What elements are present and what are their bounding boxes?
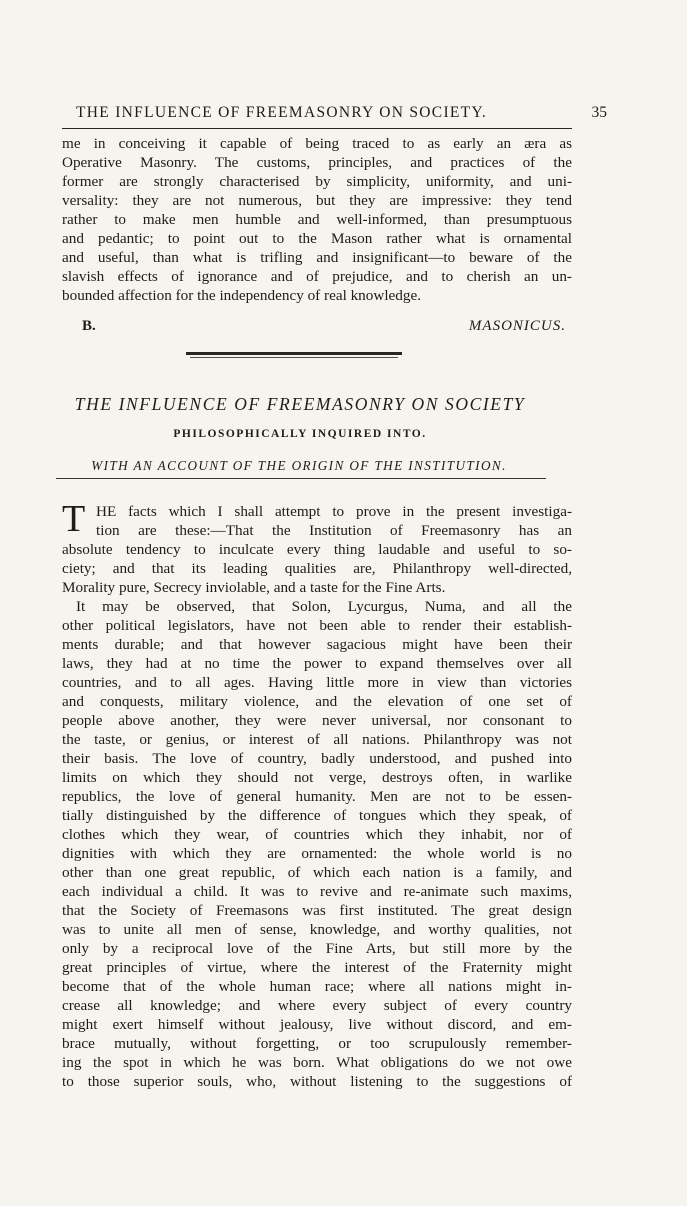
- signature: MASONICUS.: [468, 318, 566, 334]
- article-paragraph-2: [62, 597, 572, 1091]
- text-line: rather to make men humble and well-informed, than presumptuous: [62, 211, 572, 228]
- text-line: become that of the whole human race; where all nations might in-: [62, 978, 572, 995]
- text-line: ments durable; and that however sagacious might have been their: [62, 636, 572, 653]
- text-line: great principles of virtue, where the interest of the Fraternity might: [62, 959, 572, 976]
- running-title: THE INFLUENCE OF FREEMASONRY ON SOCIETY.: [76, 104, 488, 121]
- subtitle-rule: [56, 478, 546, 479]
- text-line: bounded affection for the independency of real knowledge.: [62, 287, 422, 304]
- text-line: each individual a child. It was to revive and re-animate such maxims,: [62, 883, 572, 900]
- text-line: countries, and to all ages. Having little more in view than victories: [62, 674, 572, 691]
- article-title: THE INFLUENCE OF FREEMASONRY ON SOCIETY: [74, 394, 526, 414]
- text-line: only by a reciprocal love of the Fine Arts, but still more by the: [62, 940, 572, 957]
- text-line: Operative Masonry. The customs, principles, and practices of the: [62, 154, 572, 171]
- text-line: other than one great republic, of which each nation is a family, and: [62, 864, 572, 881]
- text-line: and useful, than what is trifling and insignificant—to beware of the: [62, 249, 572, 266]
- text-line: Morality pure, Secrecy inviolable, and a taste for the Fine Arts.: [62, 579, 446, 596]
- text-line: the taste, or genius, or interest of all nations. Philanthropy was not: [62, 731, 572, 748]
- text-line: to those superior souls, who, without listening to the suggestions of: [62, 1073, 572, 1090]
- text-line: limits on which they should not verge, destroys often, in warlike: [62, 769, 572, 786]
- separator-bar: [186, 352, 402, 355]
- drop-cap: T: [62, 498, 86, 540]
- text-line: republics, the love of general humanity. Men are not to be essen-: [62, 788, 572, 805]
- text-line: former are strongly characterised by simplicity, uniformity, and uni-: [62, 173, 572, 190]
- running-head: [62, 102, 607, 126]
- text-line: clothes which they wear, of countries which they inhabit, nor of: [62, 826, 572, 843]
- section-separator: [186, 352, 402, 360]
- text-line: HE facts which I shall attempt to prove in the present investiga-: [96, 503, 572, 520]
- signoff: [62, 318, 572, 338]
- text-line: people above another, they were never universal, nor consonant to: [62, 712, 572, 729]
- text-line: dignities with which they are ornamented: the whole world is no: [62, 845, 572, 862]
- separator-bar: [190, 357, 398, 358]
- text-line: other political legislators, have not been able to render their establish-: [62, 617, 572, 634]
- article-subtitle-secondary: WITH AN ACCOUNT OF THE ORIGIN OF THE INSTITUTION.: [91, 458, 507, 473]
- text-line: versality: they are not numerous, but they are impressive: they tend: [62, 192, 572, 209]
- text-line: was to unite all men of sense, knowledge, and worthy qualities, not: [62, 921, 572, 938]
- text-line: brace mutually, without forgetting, or too scrupulously remember-: [62, 1035, 572, 1052]
- page-number: 35: [591, 104, 607, 121]
- text-line: laws, they had at no time the power to expand themselves over all: [62, 655, 572, 672]
- text-line: that the Society of Freemasons was first instituted. The great design: [62, 902, 572, 919]
- text-line: ing the spot in which he was born. What obligations do we not owe: [62, 1054, 572, 1071]
- text-line: and pedantic; to point out to the Mason rather what is ornamental: [62, 230, 572, 247]
- text-line: tially distinguished by the difference of tongues which they speak, of: [62, 807, 572, 824]
- preceding-article-text: [62, 134, 572, 305]
- text-line: crease all knowledge; and where every subject of every country: [62, 997, 572, 1014]
- text-line: absolute tendency to inculcate every thing laudable and useful to so-: [62, 541, 572, 558]
- signoff-initial: B.: [82, 318, 96, 334]
- article-paragraph-1: [62, 498, 572, 597]
- text-line: It may be observed, that Solon, Lycurgus, Numa, and all the: [76, 598, 572, 615]
- article-subtitle: PHILOSOPHICALLY INQUIRED INTO.: [173, 428, 427, 440]
- text-line: ciety; and that its leading qualities are, Philanthropy well-directed,: [62, 560, 572, 577]
- text-line: me in conceiving it capable of being traced to as early an æra as: [62, 135, 572, 152]
- text-line: might exert himself without jealousy, live without discord, and em-: [62, 1016, 572, 1033]
- text-line: tion are these:—That the Institution of Freemasonry has an: [96, 522, 572, 539]
- text-line: and conquests, military violence, and the elevation of one set of: [62, 693, 572, 710]
- header-rule: [62, 128, 572, 129]
- text-line: slavish effects of ignorance and of prejudice, and to cherish an un-: [62, 268, 572, 285]
- text-line: their basis. The love of country, badly understood, and pushed into: [62, 750, 572, 767]
